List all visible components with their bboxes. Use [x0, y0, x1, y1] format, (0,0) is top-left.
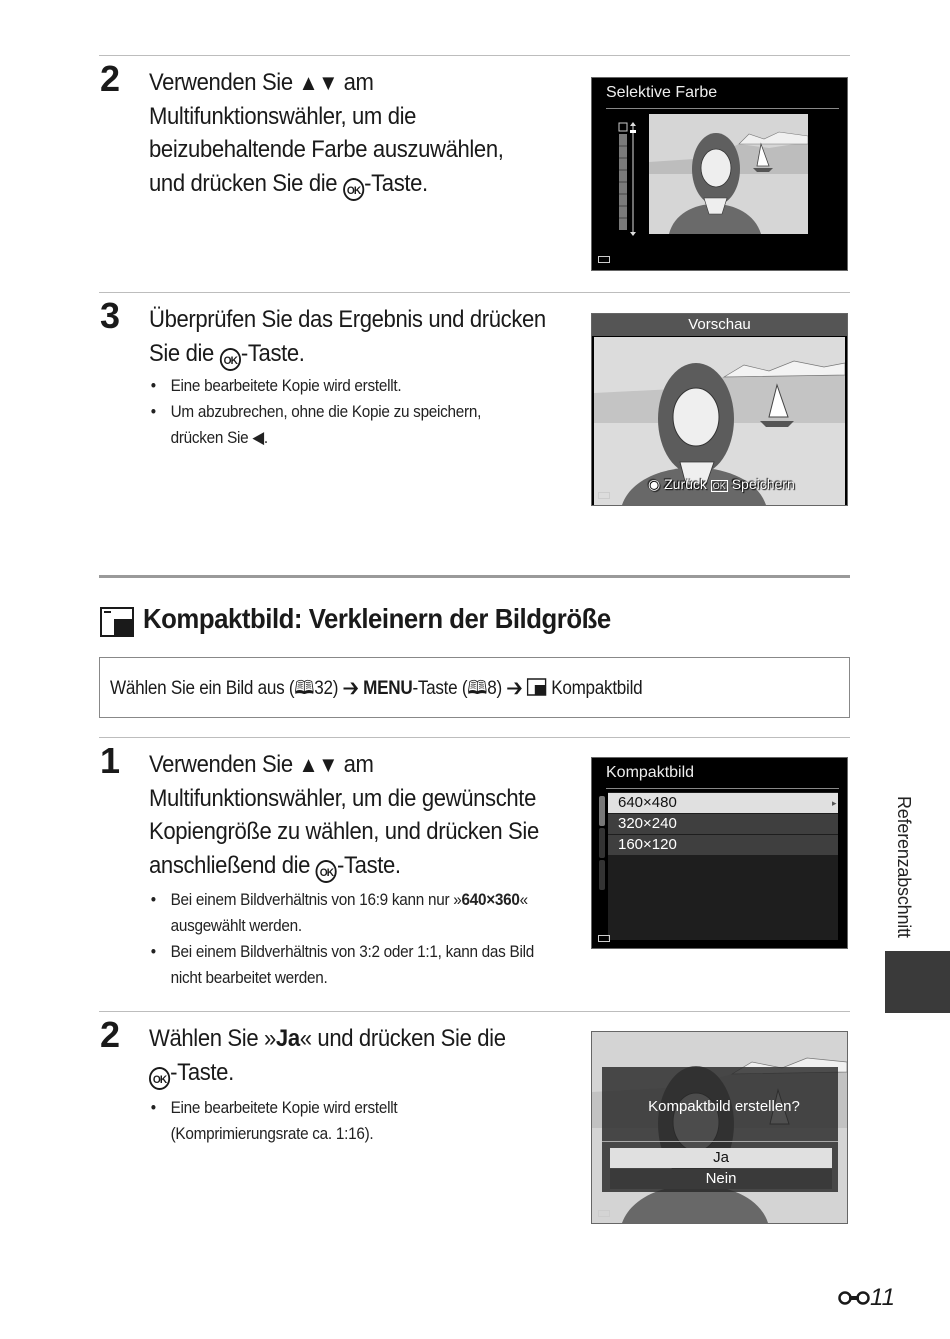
nav-text: -Taste (: [412, 678, 468, 699]
divider: [99, 292, 850, 293]
camera-screen-confirm-dialog: [591, 1031, 848, 1224]
camera-screen-preview: [591, 313, 848, 506]
ok-button-icon: OK: [220, 348, 241, 371]
bullet-list: [149, 1095, 446, 1147]
chevron-right-icon: ▸: [832, 798, 837, 808]
divider: [99, 737, 850, 738]
color-slider: [618, 122, 628, 232]
step-number: 1: [100, 740, 121, 781]
step-text: « und drücken Sie die: [299, 1025, 506, 1052]
step-instruction: [149, 66, 545, 201]
battery-icon: [598, 1210, 610, 1217]
divider: [99, 55, 850, 56]
section-title: Kompaktbild: Verkleinern der Bildgröße: [143, 603, 611, 634]
section-tab-marker: [885, 951, 950, 1013]
list-item: • Bei einem Bildverhältnis von 3:2 oder 1:1, kann das Bild nicht bearbeitet werden.: [149, 939, 559, 991]
step-text: am Multifunktionswähler, um die beizubehaltende Farbe auszuwählen, und drücken Sie die: [149, 69, 504, 197]
divider: [606, 788, 839, 789]
divider: [606, 108, 839, 109]
step-text: -Taste.: [170, 1058, 234, 1086]
bullet-list: [149, 887, 559, 991]
battery-icon: [598, 256, 610, 263]
list-item: • Eine bearbeitete Kopie wird erstellt (Komprimierungsrate ca. 1:16).: [149, 1095, 446, 1147]
step-instruction: [149, 748, 558, 883]
screen-title: Kompaktbild: [606, 764, 695, 781]
navigation-path: [110, 674, 642, 706]
menu-item-selected[interactable]: 640×480: [608, 793, 838, 813]
nav-text: ) ➔: [332, 678, 359, 699]
step-text: am Multifunktionswähler, um die gewünschte Kopiengröße zu wählen, und drücken Sie anschließend die: [149, 751, 539, 879]
no-option[interactable]: Nein: [610, 1169, 832, 1189]
nav-text: Kompaktbild: [551, 678, 643, 699]
small-picture-icon: [527, 678, 547, 696]
battery-icon: [598, 935, 610, 942]
step-instruction: [149, 1022, 508, 1090]
up-down-arrows-icon: ▲▼: [298, 70, 338, 95]
page-reference: 32: [314, 678, 333, 699]
dialog-question: Kompaktbild erstellen?: [648, 1098, 800, 1115]
step-text: -Taste.: [240, 339, 305, 367]
book-reference-icon: 🕮: [467, 678, 488, 699]
divider: [99, 1011, 850, 1012]
step-text: Verwenden Sie: [149, 751, 293, 778]
photo-preview: [649, 114, 808, 234]
list-item: • Eine bearbeitete Kopie wird erstellt.: [149, 373, 518, 399]
camera-screen-selective-color: [591, 77, 848, 271]
screen-title: Selektive Farbe: [606, 84, 718, 101]
page-number: [838, 1284, 895, 1312]
section-divider: [99, 575, 850, 578]
ok-button-icon: OK: [343, 178, 364, 201]
step-text: -Taste.: [336, 851, 401, 879]
page-reference: 8: [487, 678, 497, 699]
step-number: 3: [100, 295, 121, 336]
menu-item[interactable]: 320×240: [608, 814, 838, 834]
save-label: Speichern: [731, 476, 795, 492]
divider: [602, 1141, 838, 1142]
step-text: Verwenden Sie: [149, 69, 293, 96]
page-number-value: 11: [870, 1284, 895, 1311]
camera-screen-compact-menu: [591, 757, 848, 949]
nav-text: Wählen Sie ein Bild aus (: [110, 678, 295, 699]
book-reference-icon: 🕮: [294, 678, 315, 699]
scroll-indicator: [599, 796, 605, 926]
ok-button-icon: OK: [149, 1067, 170, 1090]
bullet-list: [149, 373, 518, 451]
yes-option[interactable]: Ja: [610, 1148, 832, 1168]
reference-section-icon: [838, 1285, 870, 1301]
battery-icon: [598, 492, 610, 499]
step-instruction: [149, 303, 554, 371]
step-text: -Taste.: [364, 169, 428, 197]
nav-text: ) ➔: [496, 678, 523, 699]
list-item: • Um abzubrechen, ohne die Kopie zu speichern, drücken Sie ◀.: [149, 399, 518, 451]
menu-button-label: MENU: [363, 678, 413, 699]
up-down-arrows-icon: ▲▼: [298, 752, 338, 777]
menu-item[interactable]: 160×120: [608, 835, 838, 855]
ok-button-icon: OK: [316, 860, 337, 883]
navigation-path-box: [99, 657, 850, 718]
multi-selector-icon: ◉: [648, 476, 661, 492]
step-number: 2: [100, 58, 121, 99]
small-picture-icon: [100, 607, 134, 637]
step-text: Überprüfen Sie das Ergebnis und drücken Sie die: [149, 306, 546, 367]
screen-hint: [648, 476, 795, 493]
back-label: Zurück: [664, 476, 707, 492]
option-name: 640×360: [461, 890, 520, 909]
list-item: • Bei einem Bildverhältnis von 16:9 kann nur »640×360« ausgewählt werden.: [149, 887, 559, 939]
screen-title: Vorschau: [592, 314, 847, 336]
option-name: Ja: [275, 1025, 300, 1052]
step-number: 2: [100, 1014, 121, 1055]
step-text: Wählen Sie »: [149, 1025, 276, 1052]
ok-icon: OK: [712, 481, 726, 491]
sidebar-label: Referenzabschnitt: [894, 796, 914, 938]
